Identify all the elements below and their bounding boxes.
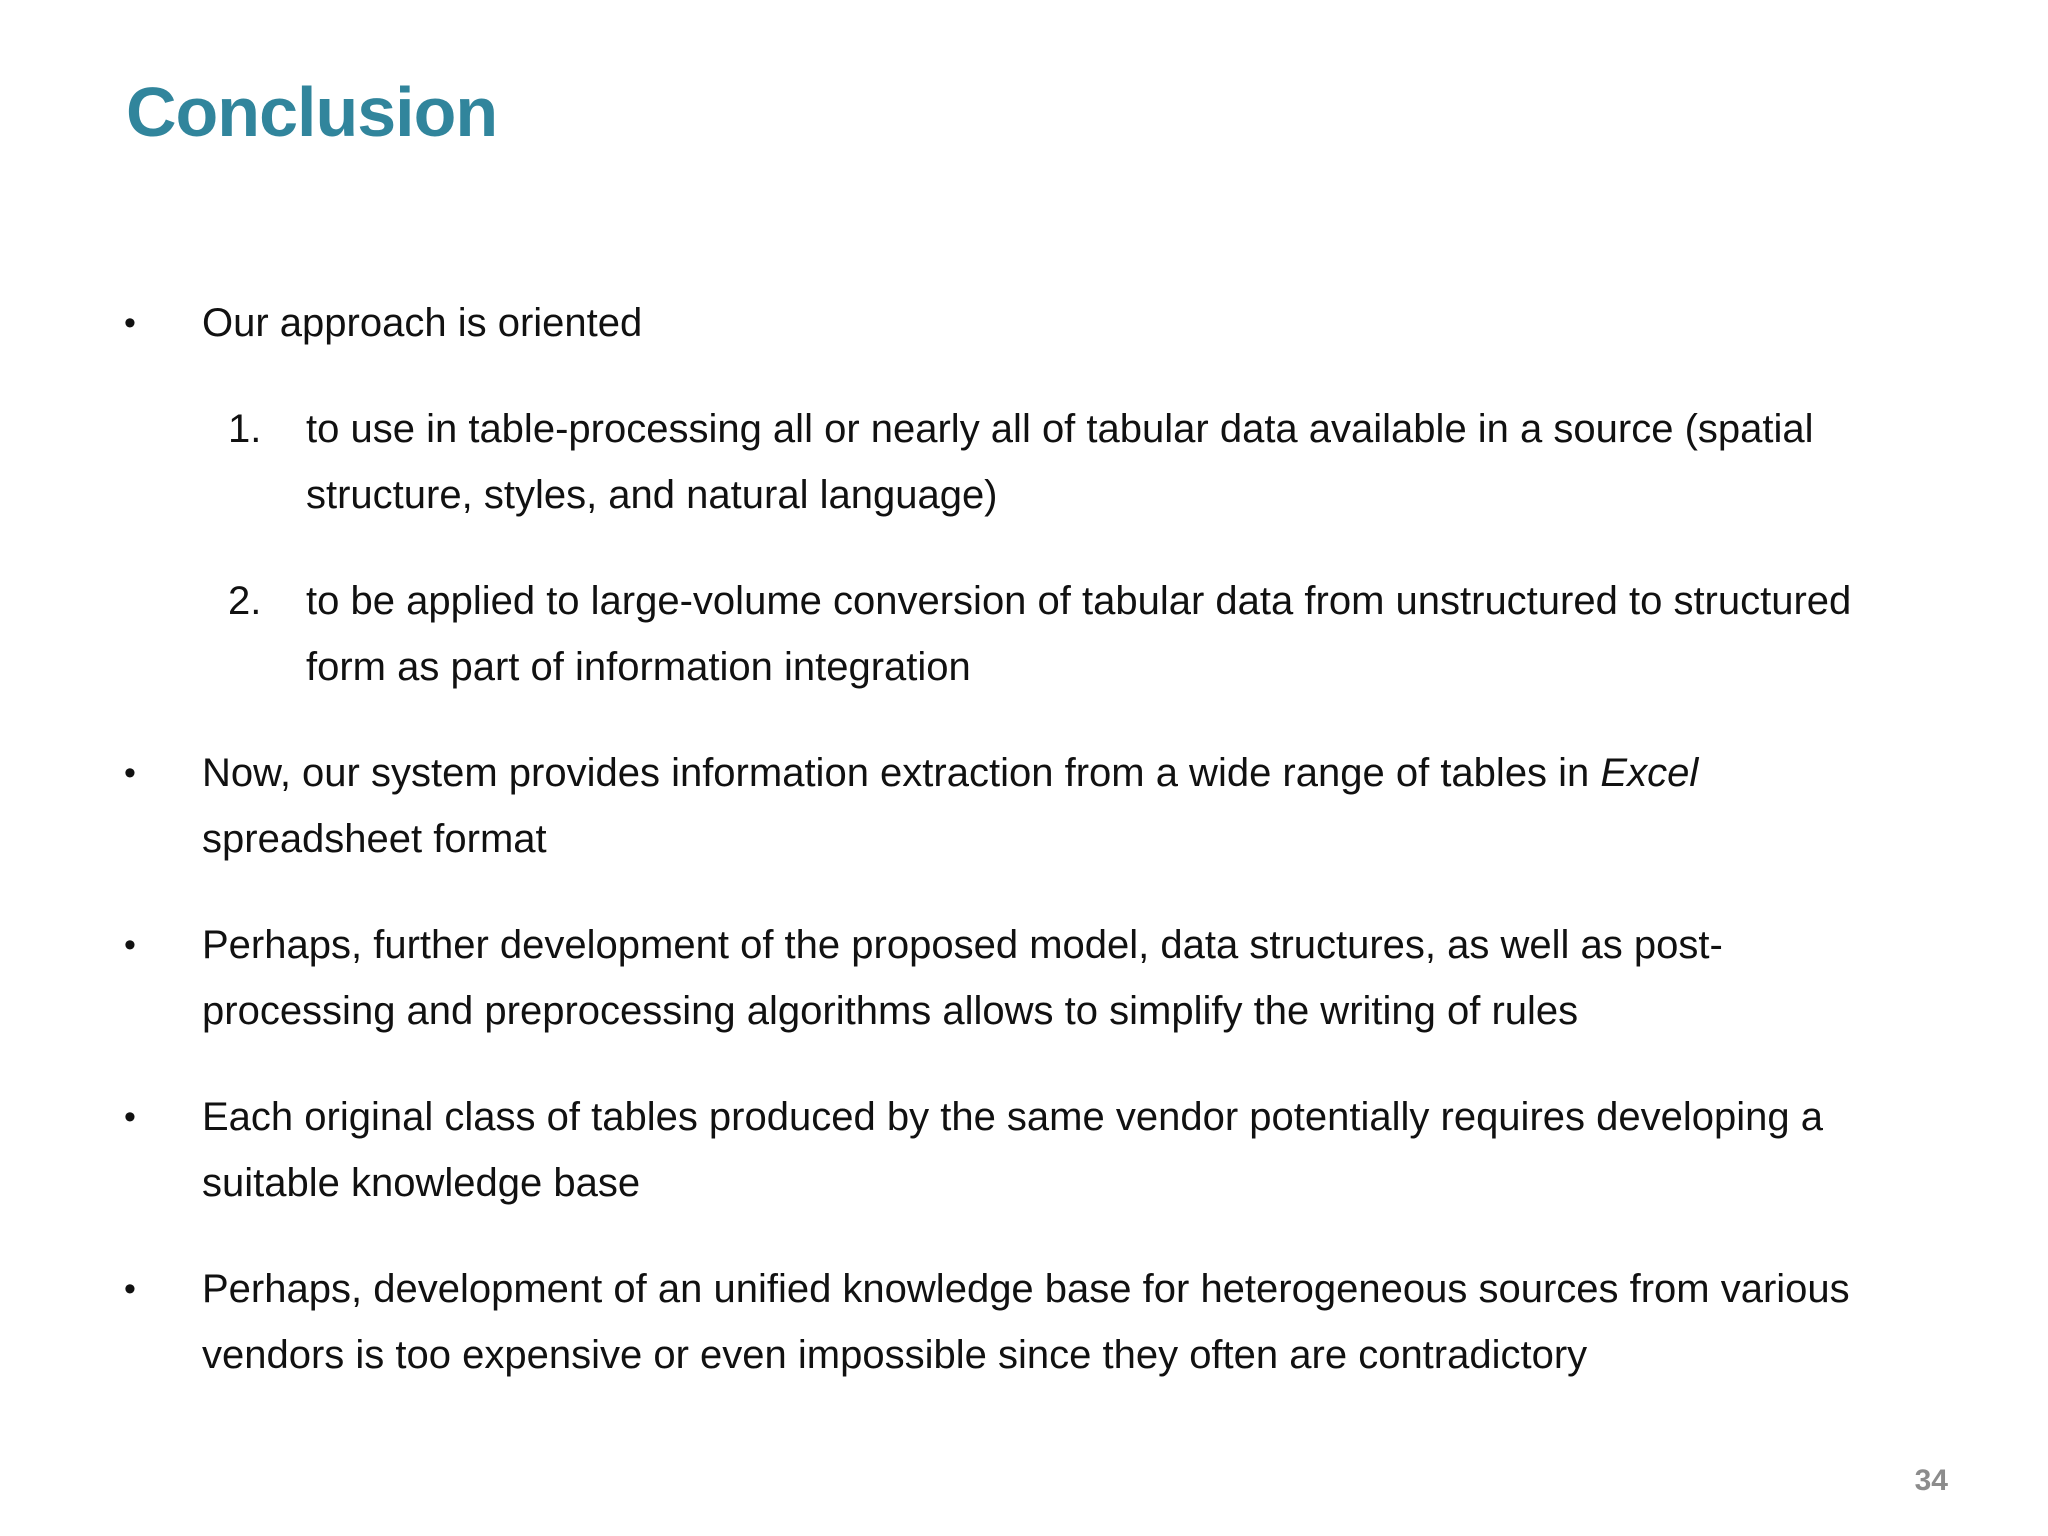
bullet-item bbox=[0, 1256, 2048, 1388]
numbered-item bbox=[0, 396, 2048, 528]
numbered-text: to be applied to large-volume conversion of tabular data from unstructured to structured form as part of information integration bbox=[306, 579, 1852, 689]
bullet-text bbox=[202, 740, 1908, 872]
page-number: 34 bbox=[1914, 1464, 1948, 1497]
bullet-marker: • bbox=[124, 754, 136, 792]
bullet-text: Our approach is oriented bbox=[202, 301, 643, 345]
item-number: 1. bbox=[228, 407, 262, 451]
bullet-text: Perhaps, development of an unified knowledge base for heterogeneous sources from various vendors is too expensive or even impossible since they often are contradictory bbox=[202, 1267, 1850, 1377]
bullet-item bbox=[0, 740, 2048, 872]
slide-title: Conclusion bbox=[126, 73, 498, 151]
bullet-item bbox=[0, 1084, 2048, 1216]
slide-content bbox=[0, 290, 2048, 1388]
bullet-marker: • bbox=[124, 1098, 136, 1136]
bullet-text: Each original class of tables produced by the same vendor potentially requires developing a suitable knowledge base bbox=[202, 1095, 1823, 1205]
bullet-item bbox=[0, 912, 2048, 1044]
excel-italic: Excel bbox=[1600, 751, 1699, 795]
bullet-text: Perhaps, further development of the proposed model, data structures, as well as post-processing and preprocessing algorithms allows to simplify the writing of rules bbox=[202, 923, 1723, 1033]
bullet-marker: • bbox=[124, 304, 136, 342]
bullet-marker: • bbox=[124, 926, 136, 964]
numbered-item bbox=[0, 568, 2048, 700]
bullet-marker: • bbox=[124, 1270, 136, 1308]
item-number: 2. bbox=[228, 579, 262, 623]
bullet-text-part: Now, our system provides information extraction from a wide range of tables in bbox=[202, 751, 1601, 795]
bullet-text-part: spreadsheet format bbox=[202, 817, 547, 861]
numbered-text: to use in table-processing all or nearly all of tabular data available in a source (spatial structure, styles, and natural language) bbox=[306, 407, 1814, 517]
bullet-item bbox=[0, 290, 2048, 356]
